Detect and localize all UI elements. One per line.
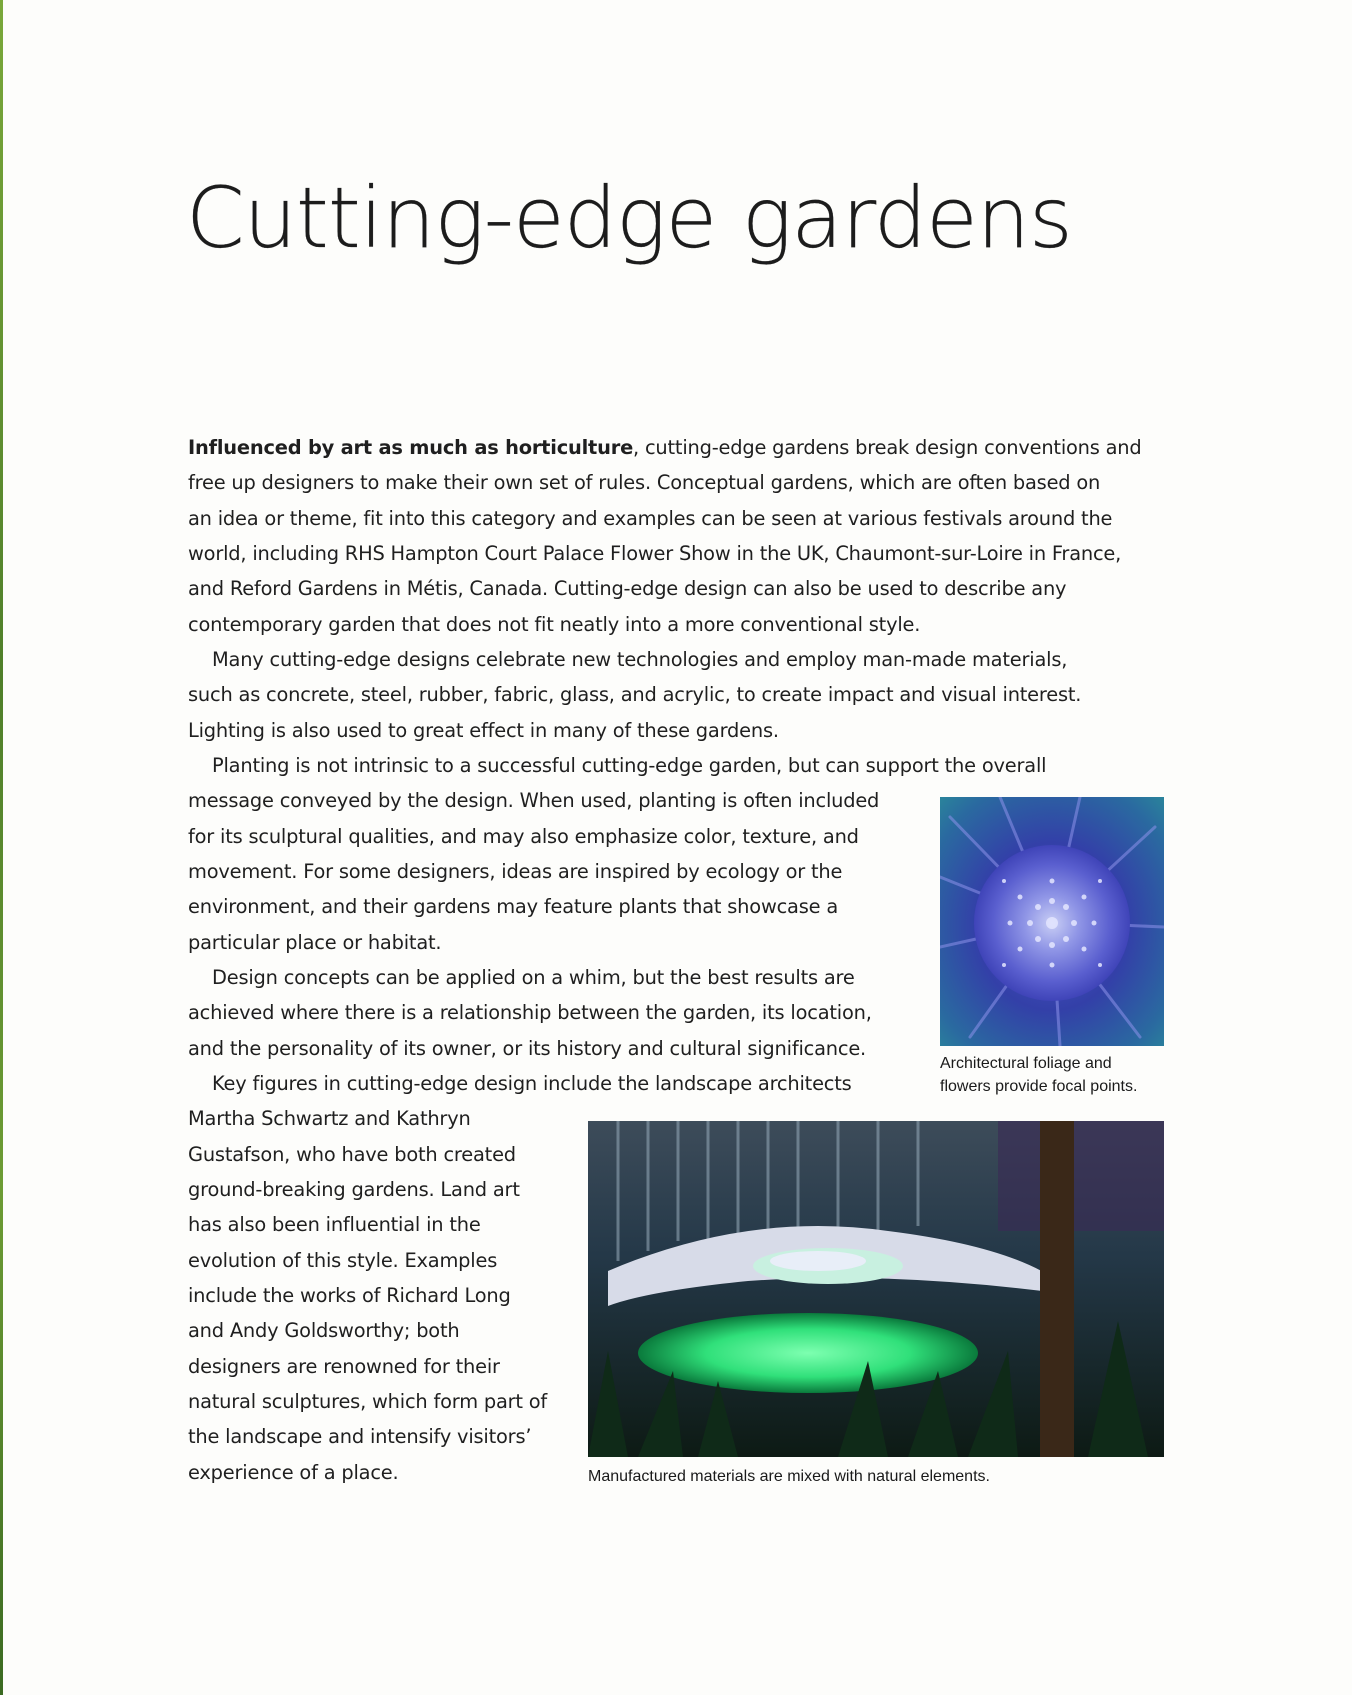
page-edge-strip	[0, 0, 3, 1695]
garden-caption: Manufactured materials are mixed with natural elements.	[588, 1468, 990, 1485]
text-line: Martha Schwartz and Kathryn	[188, 1107, 471, 1130]
sea-holly-flower-image	[940, 797, 1164, 1046]
lead-in: Influenced by art as much as horticulture	[188, 436, 634, 459]
text-line: evolution of this style. Examples	[188, 1249, 498, 1272]
lit-garden-image	[588, 1121, 1164, 1457]
garden-photo	[588, 1121, 1164, 1457]
text-line: Key figures in cutting-edge design include the landscape architects	[212, 1072, 852, 1095]
text-line: Many cutting-edge designs celebrate new technologies and employ man-made materials,	[212, 648, 1068, 671]
text-line: world, including RHS Hampton Court Palace Flower Show in the UK, Chaumont-sur-Loire in France,	[188, 542, 1122, 565]
text-line: environment, and their gardens may feature plants that showcase a	[188, 895, 839, 918]
flower-caption: Architectural foliage and flowers provide focal points.	[940, 1055, 1138, 1095]
text-line: achieved where there is a relationship between the garden, its location,	[188, 1001, 872, 1024]
text-line: and Reford Gardens in Métis, Canada. Cutting-edge design can also be used to describe any	[188, 577, 1067, 600]
text-line: movement. For some designers, ideas are inspired by ecology or the	[188, 860, 843, 883]
text-line: contemporary garden that does not fit neatly into a more conventional style.	[188, 613, 921, 636]
text-line: the landscape and intensify visitors’	[188, 1425, 532, 1448]
text-line: free up designers to make their own set of rules. Conceptual gardens, which are often based on	[188, 471, 1101, 494]
text-line: Lighting is also used to great effect in many of these gardens.	[188, 719, 779, 742]
text-line: and Andy Goldsworthy; both	[188, 1319, 460, 1342]
text-line: Gustafson, who have both created	[188, 1143, 516, 1166]
text-line: Design concepts can be applied on a whim, but the best results are	[212, 966, 855, 989]
text-line: include the works of Richard Long	[188, 1284, 511, 1307]
text-line: for its sculptural qualities, and may also emphasize color, texture, and	[188, 825, 859, 848]
text-line: designers are renowned for their	[188, 1355, 500, 1378]
text-line: an idea or theme, fit into this category and examples can be seen at various festivals around the	[188, 507, 1113, 530]
text-line: has also been influential in the	[188, 1213, 481, 1236]
page-title: Cutting-edge gardens	[186, 169, 1072, 267]
text-line: Influenced by art as much as horticulture, cutting-edge gardens break design conventions and	[188, 436, 1142, 459]
text-line: particular place or habitat.	[188, 931, 442, 954]
flower-photo	[940, 797, 1164, 1046]
text-line: message conveyed by the design. When used, planting is often included	[188, 789, 880, 812]
text-line: and the personality of its owner, or its history and cultural significance.	[188, 1037, 867, 1060]
text-line: such as concrete, steel, rubber, fabric, glass, and acrylic, to create impact and visual interest.	[188, 683, 1082, 706]
text-line: Planting is not intrinsic to a successful cutting-edge garden, but can support the overall	[212, 754, 1047, 777]
text-line: experience of a place.	[188, 1461, 399, 1484]
text-line: ground-breaking gardens. Land art	[188, 1178, 520, 1201]
text-line: natural sculptures, which form part of	[188, 1390, 548, 1413]
